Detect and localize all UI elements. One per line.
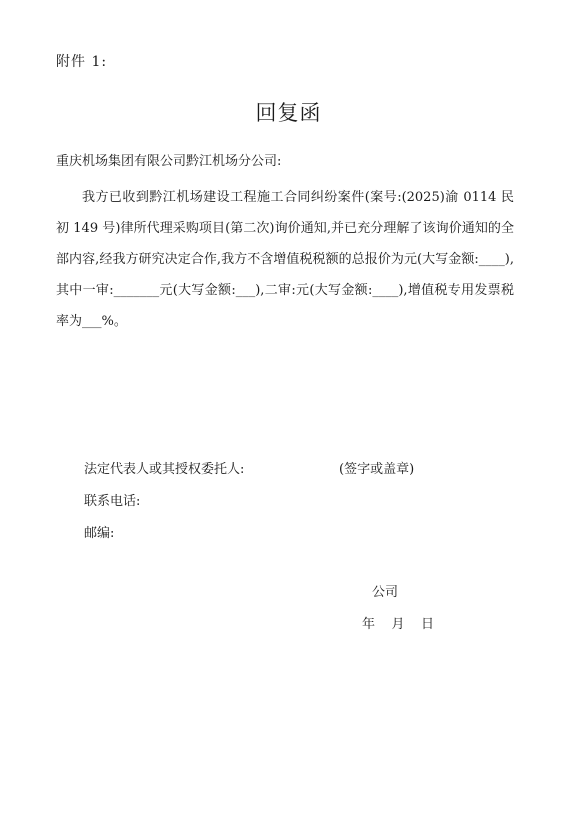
attachment-label: 附件 1: (56, 54, 108, 70)
postcode-label: 邮编: (84, 526, 115, 541)
date-label: 年 月 日 (362, 617, 435, 632)
representative-label: 法定代表人或其授权委托人: (84, 462, 245, 477)
company-label: 公司 (372, 585, 399, 600)
addressee: 重庆机场集团有限公司黔江机场分公司: (56, 154, 282, 169)
phone-label: 联系电话: (84, 494, 141, 509)
sign-note: (签字或盖章) (339, 462, 415, 477)
body-paragraph: 我方已收到黔江机场建设工程施工合同纠纷案件(案号:(2025)渝 0114 民初 149 号)律所代理采购项目(第二次)询价通知,并已充分理解了该询价通知的全部内容,经我方研究决定合作,我方不含增值税税额的总报价为元(大写金额:____),其中一审:_______元(大写金额:___),二审:元(大写金额:____),增值税专用发票税率为___%。 (56, 190, 514, 329)
document-title: 回复函 (255, 101, 322, 125)
